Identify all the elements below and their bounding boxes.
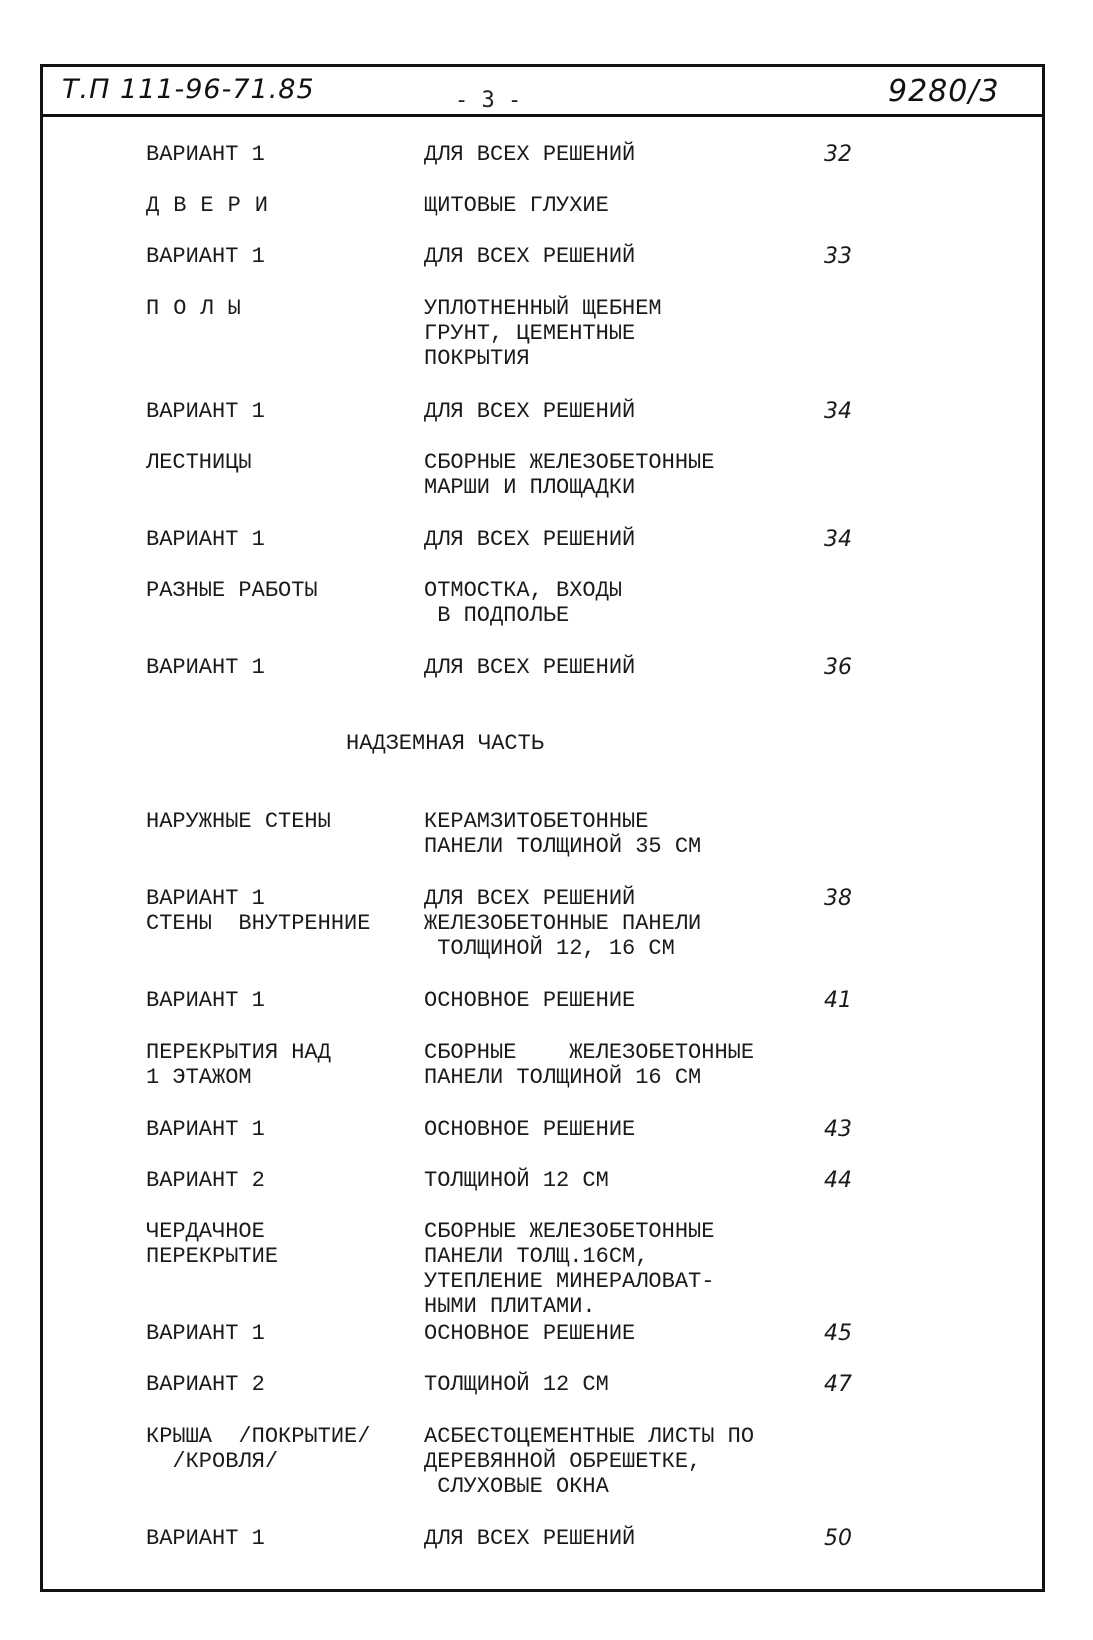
page-ref: 36 [824, 655, 852, 680]
page-ref: 45 [824, 1321, 852, 1346]
item-description: ДЛЯ ВСЕХ РЕШЕНИЙ [424, 399, 636, 424]
document-code: Т.П 111-96-71.85 [62, 74, 315, 105]
item-name: РАЗНЫЕ РАБОТЫ [146, 578, 318, 603]
item-name: ПОЛЫ [146, 296, 255, 321]
item-name: ВАРИАНТ 1 [146, 399, 265, 424]
item-name: ВАРИАНТ 1 [146, 244, 265, 269]
item-name: ДВЕРИ [146, 193, 283, 218]
item-description: ДЛЯ ВСЕХ РЕШЕНИЙ [424, 527, 636, 552]
item-name: ВАРИАНТ 1 СТЕНЫ ВНУТРЕННИЕ [146, 886, 371, 936]
item-name: ЛЕСТНИЦЫ [146, 450, 252, 475]
item-description: ТОЛЩИНОЙ 12 СМ [424, 1168, 609, 1193]
item-name: ВАРИАНТ 1 [146, 988, 265, 1013]
item-description: ОТМОСТКА, ВХОДЫ В ПОДПОЛЬЕ [424, 578, 623, 628]
page-ref: 47 [824, 1372, 852, 1397]
page-ref: 34 [824, 399, 852, 424]
item-description: ЩИТОВЫЕ ГЛУХИЕ [424, 193, 609, 218]
item-name: ВАРИАНТ 1 [146, 655, 265, 680]
page-ref: 43 [824, 1117, 852, 1142]
item-name: ПЕРЕКРЫТИЯ НАД 1 ЭТАЖОМ [146, 1040, 331, 1090]
item-description: ДЛЯ ВСЕХ РЕШЕНИЙ [424, 142, 636, 167]
page-ref: 34 [824, 527, 852, 552]
item-name: ВАРИАНТ 2 [146, 1372, 265, 1397]
item-name: НАРУЖНЫЕ СТЕНЫ [146, 809, 331, 834]
sheet-number: 9280/3 [888, 74, 1000, 109]
item-description: ДЛЯ ВСЕХ РЕШЕНИЙ [424, 244, 636, 269]
page-number: - 3 - [455, 88, 522, 113]
page-ref: 50 [824, 1526, 852, 1551]
item-description: АСБЕСТОЦЕМЕНТНЫЕ ЛИСТЫ ПО ДЕРЕВЯННОЙ ОБРЕШЕТКЕ, СЛУХОВЫЕ ОКНА [424, 1424, 755, 1499]
item-description: КЕРАМЗИТОБЕТОННЫЕ ПАНЕЛИ ТОЛЩИНОЙ 35 СМ [424, 809, 702, 859]
page-ref: 44 [824, 1168, 852, 1193]
item-description: ТОЛЩИНОЙ 12 СМ [424, 1372, 609, 1397]
item-description: УПЛОТНЕННЫЙ ЩЕБНЕМ ГРУНТ, ЦЕМЕНТНЫЕ ПОКРЫТИЯ [424, 296, 662, 371]
item-description: ДЛЯ ВСЕХ РЕШЕНИЙ ЖЕЛЕЗОБЕТОННЫЕ ПАНЕЛИ ТОЛЩИНОЙ 12, 16 СМ [424, 886, 702, 961]
item-description: ОСНОВНОЕ РЕШЕНИЕ [424, 1321, 636, 1346]
item-description: СБОРНЫЕ ЖЕЛЕЗОБЕТОННЫЕ ПАНЕЛИ ТОЛЩ.16СМ, УТЕПЛЕНИЕ МИНЕРАЛОВАТ- НЫМИ ПЛИТАМИ. [424, 1219, 715, 1319]
page-ref: 41 [824, 988, 852, 1013]
item-name: ВАРИАНТ 2 [146, 1168, 265, 1193]
item-name: ВАРИАНТ 1 [146, 1117, 265, 1142]
item-name: ВАРИАНТ 1 [146, 1526, 265, 1551]
item-name: КРЫША /ПОКРЫТИЕ/ /КРОВЛЯ/ [146, 1424, 371, 1474]
item-name: ВАРИАНТ 1 [146, 1321, 265, 1346]
section-title: НАДЗЕМНАЯ ЧАСТЬ [346, 731, 545, 756]
item-name: ВАРИАНТ 1 [146, 527, 265, 552]
item-description: ОСНОВНОЕ РЕШЕНИЕ [424, 1117, 636, 1142]
item-description: ДЛЯ ВСЕХ РЕШЕНИЙ [424, 655, 636, 680]
item-description: ДЛЯ ВСЕХ РЕШЕНИЙ [424, 1526, 636, 1551]
item-name: ЧЕРДАЧНОЕ ПЕРЕКРЫТИЕ [146, 1219, 279, 1269]
page-ref: 38 [824, 886, 852, 911]
item-description: СБОРНЫЕ ЖЕЛЕЗОБЕТОННЫЕ МАРШИ И ПЛОЩАДКИ [424, 450, 715, 500]
page-ref: 33 [824, 244, 852, 269]
header-divider [40, 114, 1045, 117]
item-description: СБОРНЫЕ ЖЕЛЕЗОБЕТОННЫЕ ПАНЕЛИ ТОЛЩИНОЙ 16 СМ [424, 1040, 755, 1090]
page-ref: 32 [824, 142, 852, 167]
item-description: ОСНОВНОЕ РЕШЕНИЕ [424, 988, 636, 1013]
item-name: ВАРИАНТ 1 [146, 142, 265, 167]
